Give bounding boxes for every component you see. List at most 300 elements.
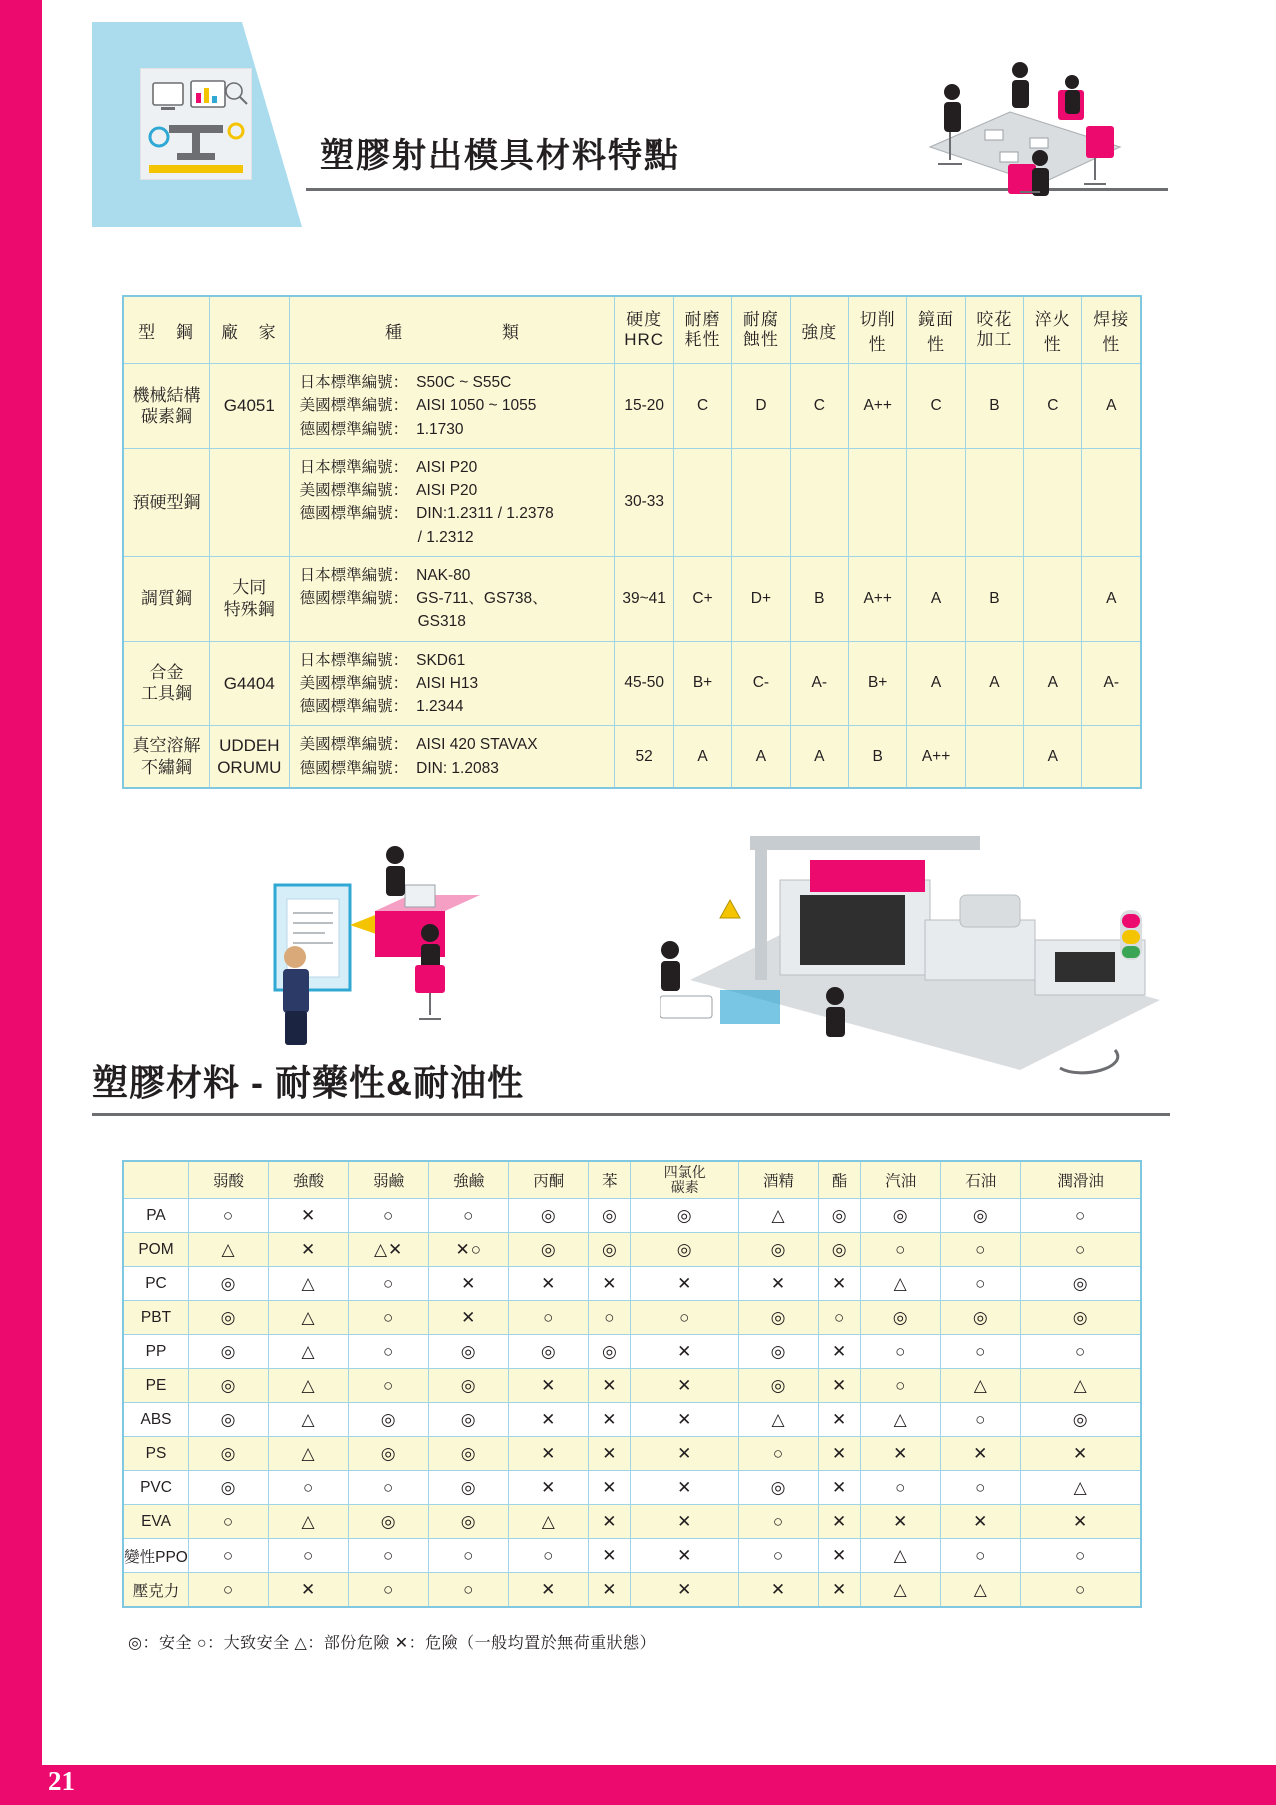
machinability-cell [848, 448, 906, 556]
maker-cell [210, 641, 290, 726]
resistance-cell: ✕ [589, 1267, 631, 1301]
resistance-cell: ✕ [509, 1573, 589, 1608]
resistance-cell: ✕ [941, 1505, 1021, 1539]
standard-number-line [300, 587, 609, 610]
quenching-cell: C [1024, 364, 1082, 449]
resistance-cell: ✕ [738, 1573, 818, 1608]
hardness-cell: 39~41 [615, 556, 673, 641]
resistance-cell: ✕ [269, 1573, 349, 1608]
resistance-cell: ◎ [349, 1403, 429, 1437]
wear-cell: A [673, 726, 731, 788]
standard-label: 德國標準編號： [299, 698, 409, 715]
resistance-cell: ✕ [509, 1403, 589, 1437]
maker-line: ORUMU [217, 757, 282, 777]
standard-value: GS318 [417, 613, 466, 631]
standard-number-line [300, 456, 609, 479]
standard-number-line [300, 695, 609, 718]
chem-column-header: 弱鹼 [349, 1161, 429, 1199]
resistance-cell: ○ [429, 1573, 509, 1608]
resistance-cell: △ [189, 1233, 269, 1267]
resistance-cell: ✕ [631, 1437, 739, 1471]
resistance-cell: ○ [349, 1267, 429, 1301]
col-quenching: 淬火性 [1024, 296, 1082, 364]
resistance-cell: ✕ [269, 1199, 349, 1233]
resistance-cell: ○ [941, 1539, 1021, 1573]
steel-type-cell [123, 641, 210, 726]
standard-label: 德國標準編號： [299, 759, 409, 777]
standard-number-cell [289, 641, 615, 726]
standard-label: 日本標準編號： [299, 651, 409, 669]
material-name-cell: PP [123, 1335, 189, 1369]
chem-column-header: 強鹼 [429, 1161, 509, 1199]
steel-type-line: 調質鋼 [141, 589, 192, 608]
table-row [123, 1573, 1141, 1608]
resistance-cell: ◎ [189, 1369, 269, 1403]
chem-column-header: 潤滑油 [1021, 1161, 1141, 1199]
table-row [123, 1199, 1141, 1233]
resistance-cell: ✕ [819, 1539, 861, 1573]
resistance-cell: ○ [631, 1301, 739, 1335]
resistance-cell: ◎ [589, 1335, 631, 1369]
mirror-cell: A [907, 556, 965, 641]
weldability-cell [1082, 448, 1141, 556]
resistance-cell: ○ [861, 1233, 941, 1267]
maker-line: G4404 [223, 673, 275, 693]
injection-machine-illustration [660, 800, 1180, 1100]
standard-label: 美國標準編號： [299, 736, 409, 754]
resistance-cell: ✕ [589, 1471, 631, 1505]
resistance-cell: ◎ [738, 1335, 818, 1369]
chem-header-row [123, 1161, 1141, 1199]
section-title-rule [92, 1113, 1170, 1116]
table-row [123, 641, 1141, 726]
quenching-cell [1024, 556, 1082, 641]
material-name-cell: POM [123, 1233, 189, 1267]
standard-value: 1.1730 [416, 420, 464, 438]
resistance-cell: ○ [861, 1335, 941, 1369]
standard-number-line [300, 371, 609, 394]
material-name-cell: 變性PPO [123, 1539, 189, 1573]
resistance-cell: ○ [941, 1403, 1021, 1437]
standard-label: 美國標準編號： [299, 482, 409, 499]
resistance-cell: ◎ [738, 1471, 818, 1505]
strength-cell: B [790, 556, 848, 641]
resistance-cell: ○ [349, 1369, 429, 1403]
resistance-cell: ✕ [631, 1471, 739, 1505]
resistance-cell: ◎ [509, 1199, 589, 1233]
machinability-cell: B [848, 726, 906, 788]
steel-type-line: 預硬型鋼 [132, 492, 201, 512]
standard-value: GS-711、GS738、 [416, 590, 548, 607]
resistance-cell: ✕ [631, 1267, 739, 1301]
standard-label: 美國標準編號： [299, 397, 409, 415]
standard-value: / 1.2312 [417, 528, 474, 546]
standard-label: 德國標準編號： [299, 590, 409, 607]
resistance-cell: ○ [189, 1199, 269, 1233]
steel-type-cell [123, 448, 210, 556]
resistance-cell: △ [861, 1403, 941, 1437]
table-row [123, 364, 1141, 449]
resistance-cell: ✕ [589, 1437, 631, 1471]
resistance-cell: ◎ [429, 1437, 509, 1471]
resistance-cell: ✕ [589, 1573, 631, 1608]
resistance-cell: ✕ [631, 1403, 739, 1437]
resistance-cell: ○ [1021, 1573, 1141, 1608]
standard-label: 日本標準編號： [299, 458, 409, 476]
resistance-cell: ○ [269, 1539, 349, 1573]
resistance-cell: ✕ [819, 1403, 861, 1437]
table-row [123, 1267, 1141, 1301]
table-row [123, 1301, 1141, 1335]
chem-table-body [123, 1199, 1141, 1608]
resistance-cell: ◎ [429, 1369, 509, 1403]
resistance-cell: △ [861, 1539, 941, 1573]
resistance-cell: △ [941, 1573, 1021, 1608]
maker-cell [210, 556, 290, 641]
wear-cell: C+ [673, 556, 731, 641]
weldability-cell [1082, 726, 1141, 788]
standard-value: AISI H13 [416, 674, 479, 692]
material-name-cell: ABS [123, 1403, 189, 1437]
standard-number-line [300, 526, 609, 549]
resistance-cell: ✕ [589, 1505, 631, 1539]
resistance-cell: ✕ [509, 1369, 589, 1403]
table-row [123, 1539, 1141, 1573]
chem-column-header: 石油 [941, 1161, 1021, 1199]
resistance-cell: ✕ [509, 1267, 589, 1301]
steel-type-cell [123, 364, 210, 449]
section-title-chemical: 塑膠材料 - 耐藥性&耐油性 [92, 1062, 524, 1103]
col-hardness: 硬度 HRC [615, 296, 673, 364]
mold-steel-table-body [123, 364, 1141, 788]
resistance-cell: ○ [429, 1539, 509, 1573]
corrosion-cell: A [732, 726, 790, 788]
steel-type-line: 碳素鋼 [141, 406, 192, 426]
standard-label: 德國標準編號： [299, 505, 409, 523]
table-row [123, 726, 1141, 788]
table-row [123, 448, 1141, 556]
resistance-cell: △ [269, 1369, 349, 1403]
resistance-cell: ○ [189, 1573, 269, 1608]
chem-table-corner [123, 1161, 189, 1199]
resistance-cell: ◎ [189, 1267, 269, 1301]
standard-number-cell [289, 726, 615, 788]
maker-cell [210, 364, 290, 449]
texture-cell: B [965, 556, 1023, 641]
legend-text: ◎：安全 ○：大致安全 △：部份危險 ✕：危險（一般均置於無荷重狀態） [128, 1635, 657, 1652]
resistance-cell: ○ [1021, 1199, 1141, 1233]
resistance-cell: △ [861, 1573, 941, 1608]
weldability-cell: A- [1082, 641, 1141, 726]
texture-cell: B [965, 364, 1023, 449]
page-title: 塑膠射出模具材料特點 [320, 137, 680, 175]
steel-type-line: 合金 [149, 663, 184, 683]
chem-column-header: 酯 [819, 1161, 861, 1199]
office-desk-illustration [255, 815, 505, 1055]
resistance-cell: ○ [738, 1505, 818, 1539]
strength-cell: A [790, 726, 848, 788]
resistance-cell: ◎ [189, 1335, 269, 1369]
resistance-cell: ✕ [819, 1369, 861, 1403]
hardness-cell: 30-33 [615, 448, 673, 556]
standard-number-line [300, 479, 609, 502]
resistance-cell: ✕ [631, 1369, 739, 1403]
standard-number-line [300, 733, 609, 756]
standard-value: DIN: 1.2083 [416, 759, 499, 777]
resistance-cell: ◎ [1021, 1267, 1141, 1301]
resistance-cell: ◎ [738, 1369, 818, 1403]
machinability-cell: B+ [848, 641, 906, 726]
resistance-cell: ○ [349, 1573, 429, 1608]
standard-value: 1.2344 [416, 698, 464, 715]
table-row [123, 1369, 1141, 1403]
resistance-cell: ✕ [589, 1369, 631, 1403]
resistance-cell: ○ [1021, 1335, 1141, 1369]
table-row [123, 1403, 1141, 1437]
resistance-cell: ◎ [631, 1233, 739, 1267]
resistance-cell: ◎ [189, 1437, 269, 1471]
resistance-cell: ◎ [189, 1471, 269, 1505]
resistance-cell: ◎ [819, 1199, 861, 1233]
resistance-cell: ◎ [738, 1301, 818, 1335]
resistance-cell: ○ [861, 1369, 941, 1403]
standard-value: SKD61 [416, 651, 466, 669]
corrosion-cell: C- [732, 641, 790, 726]
table-row [123, 1471, 1141, 1505]
resistance-cell: △ [269, 1437, 349, 1471]
resistance-cell: ◎ [1021, 1403, 1141, 1437]
standard-label: 日本標準編號： [299, 374, 409, 391]
quenching-cell: A [1024, 726, 1082, 788]
col-texture: 咬花 加工 [965, 296, 1023, 364]
resistance-cell: ○ [189, 1505, 269, 1539]
steel-type-line: 不繡鋼 [141, 757, 192, 777]
maker-line: 特殊鋼 [223, 599, 275, 619]
resistance-cell: ◎ [429, 1471, 509, 1505]
mold-steel-table [122, 295, 1142, 789]
hardness-cell: 15-20 [615, 364, 673, 449]
material-name-cell: PBT [123, 1301, 189, 1335]
chem-column-header: 弱酸 [189, 1161, 269, 1199]
standard-number-line [300, 394, 609, 417]
resistance-cell: ○ [738, 1437, 818, 1471]
standard-number-cell [289, 448, 615, 556]
resistance-cell: ○ [349, 1199, 429, 1233]
resistance-cell: ◎ [819, 1233, 861, 1267]
resistance-cell: ○ [269, 1471, 349, 1505]
col-corrosion: 耐腐 蝕性 [732, 296, 790, 364]
resistance-cell: ✕ [861, 1505, 941, 1539]
standard-number-line [300, 757, 609, 780]
resistance-cell: △ [1021, 1369, 1141, 1403]
resistance-cell: ○ [509, 1301, 589, 1335]
resistance-cell: △ [269, 1403, 349, 1437]
standard-label: 美國標準編號： [299, 674, 409, 692]
resistance-cell: ◎ [861, 1199, 941, 1233]
quenching-cell [1024, 448, 1082, 556]
chem-column-header: 強酸 [269, 1161, 349, 1199]
standard-number-line [300, 502, 609, 525]
resistance-cell: ○ [349, 1301, 429, 1335]
material-name-cell: PC [123, 1267, 189, 1301]
standard-value: AISI P20 [416, 482, 478, 499]
mirror-cell [907, 448, 965, 556]
mold-steel-table-container [122, 295, 1142, 789]
steel-type-line: 真空溶解 [132, 736, 201, 756]
col-kind: 種 類 [289, 296, 615, 364]
resistance-cell: ○ [589, 1301, 631, 1335]
material-name-cell: PA [123, 1199, 189, 1233]
resistance-cell: ○ [941, 1335, 1021, 1369]
hardness-cell: 45-50 [615, 641, 673, 726]
chem-column-header [631, 1161, 739, 1199]
resistance-cell: △✕ [349, 1233, 429, 1267]
resistance-cell: ◎ [189, 1403, 269, 1437]
strength-cell: C [790, 364, 848, 449]
col-weldability: 焊接性 [1082, 296, 1141, 364]
table-row [123, 1505, 1141, 1539]
machinability-cell: A++ [848, 364, 906, 449]
corrosion-cell: D [732, 364, 790, 449]
wear-cell [673, 448, 731, 556]
resistance-cell: ○ [509, 1539, 589, 1573]
resistance-cell: ○ [1021, 1233, 1141, 1267]
bottom-accent-bar [0, 1765, 1276, 1805]
standard-number-line [300, 649, 609, 672]
standard-value: AISI P20 [416, 458, 478, 476]
col-maker: 廠 家 [210, 296, 290, 364]
table-row [123, 1233, 1141, 1267]
table-row [123, 1335, 1141, 1369]
resistance-cell: ✕ [819, 1437, 861, 1471]
resistance-cell: ✕ [941, 1437, 1021, 1471]
left-accent-bar [0, 0, 42, 1805]
resistance-cell: ✕ [429, 1301, 509, 1335]
maker-cell [210, 448, 290, 556]
resistance-cell: △ [1021, 1471, 1141, 1505]
steel-type-line: 工具鋼 [141, 684, 192, 704]
resistance-cell: △ [941, 1369, 1021, 1403]
strength-cell [790, 448, 848, 556]
resistance-cell: ✕ [631, 1573, 739, 1608]
standard-value: DIN:1.2311 / 1.2378 [416, 505, 554, 523]
table-header-row [123, 296, 1141, 364]
resistance-cell: ◎ [349, 1505, 429, 1539]
resistance-cell: ○ [349, 1539, 429, 1573]
resistance-cell: ○ [189, 1539, 269, 1573]
chem-column-header-line: 碳素 [670, 1179, 699, 1195]
resistance-cell: ✕ [738, 1267, 818, 1301]
col-machinability: 切削性 [848, 296, 906, 364]
resistance-cell: △ [269, 1335, 349, 1369]
resistance-cell: ○ [861, 1471, 941, 1505]
machinability-cell: A++ [848, 556, 906, 641]
standard-value: S50C ~ S55C [416, 374, 512, 391]
resistance-cell: ✕ [509, 1471, 589, 1505]
texture-cell: A [965, 641, 1023, 726]
presentation-icon [140, 68, 252, 180]
maker-line: G4051 [223, 396, 275, 416]
chemical-resistance-table [122, 1160, 1142, 1608]
resistance-cell: ○ [941, 1233, 1021, 1267]
resistance-cell: ✕ [589, 1403, 631, 1437]
resistance-cell: ○ [349, 1335, 429, 1369]
wear-cell: B+ [673, 641, 731, 726]
strength-cell: A- [790, 641, 848, 726]
resistance-cell: ✕ [631, 1335, 739, 1369]
resistance-cell: ✕ [819, 1573, 861, 1608]
mirror-cell: A [907, 641, 965, 726]
resistance-cell: ○ [941, 1267, 1021, 1301]
material-name-cell: PVC [123, 1471, 189, 1505]
steel-type-cell [123, 726, 210, 788]
texture-cell [965, 448, 1023, 556]
texture-cell [965, 726, 1023, 788]
resistance-cell: ◎ [738, 1233, 818, 1267]
resistance-cell: ✕ [1021, 1437, 1141, 1471]
weldability-cell: A [1082, 364, 1141, 449]
resistance-cell: ✕ [269, 1233, 349, 1267]
resistance-cell: △ [269, 1267, 349, 1301]
col-steel-type: 型 鋼 [123, 296, 210, 364]
chemical-resistance-table-container [122, 1160, 1142, 1608]
steel-type-cell [123, 556, 210, 641]
resistance-cell: ◎ [429, 1335, 509, 1369]
resistance-cell: ○ [1021, 1539, 1141, 1573]
hardness-cell: 52 [615, 726, 673, 788]
maker-line: 大同 [232, 578, 267, 598]
standard-label: 德國標準編號： [299, 420, 409, 438]
col-strength: 強度 [790, 296, 848, 364]
standard-value: AISI 1050 ~ 1055 [416, 397, 537, 415]
resistance-cell: ○ [429, 1199, 509, 1233]
standard-label: 日本標準編號： [299, 566, 409, 584]
meeting-room-illustration [890, 52, 1160, 202]
resistance-cell: ✕ [819, 1505, 861, 1539]
chem-column-header: 酒精 [738, 1161, 818, 1199]
resistance-cell: ○ [941, 1471, 1021, 1505]
page-number: 21 [48, 1766, 75, 1796]
chem-column-header: 丙酮 [509, 1161, 589, 1199]
resistance-cell: ◎ [589, 1199, 631, 1233]
chem-column-header: 苯 [589, 1161, 631, 1199]
resistance-cell: ○ [819, 1301, 861, 1335]
standard-number-line [300, 610, 609, 633]
resistance-cell: ✕ [631, 1539, 739, 1573]
resistance-cell: ✕ [819, 1471, 861, 1505]
resistance-cell: ◎ [941, 1301, 1021, 1335]
resistance-cell: ✕ [589, 1539, 631, 1573]
resistance-cell: ◎ [941, 1199, 1021, 1233]
resistance-cell: ◎ [589, 1233, 631, 1267]
material-name-cell: PS [123, 1437, 189, 1471]
material-name-cell: 壓克力 [123, 1573, 189, 1608]
mirror-cell: A++ [907, 726, 965, 788]
corrosion-cell: D+ [732, 556, 790, 641]
quenching-cell: A [1024, 641, 1082, 726]
resistance-cell: ✕○ [429, 1233, 509, 1267]
resistance-cell: △ [738, 1199, 818, 1233]
wear-cell: C [673, 364, 731, 449]
resistance-cell: ◎ [349, 1437, 429, 1471]
resistance-cell: ◎ [509, 1233, 589, 1267]
resistance-cell: ✕ [429, 1267, 509, 1301]
resistance-cell: ◎ [1021, 1301, 1141, 1335]
col-wear: 耐磨 耗性 [673, 296, 731, 364]
corrosion-cell [732, 448, 790, 556]
resistance-cell: △ [509, 1505, 589, 1539]
resistance-cell: ✕ [509, 1437, 589, 1471]
